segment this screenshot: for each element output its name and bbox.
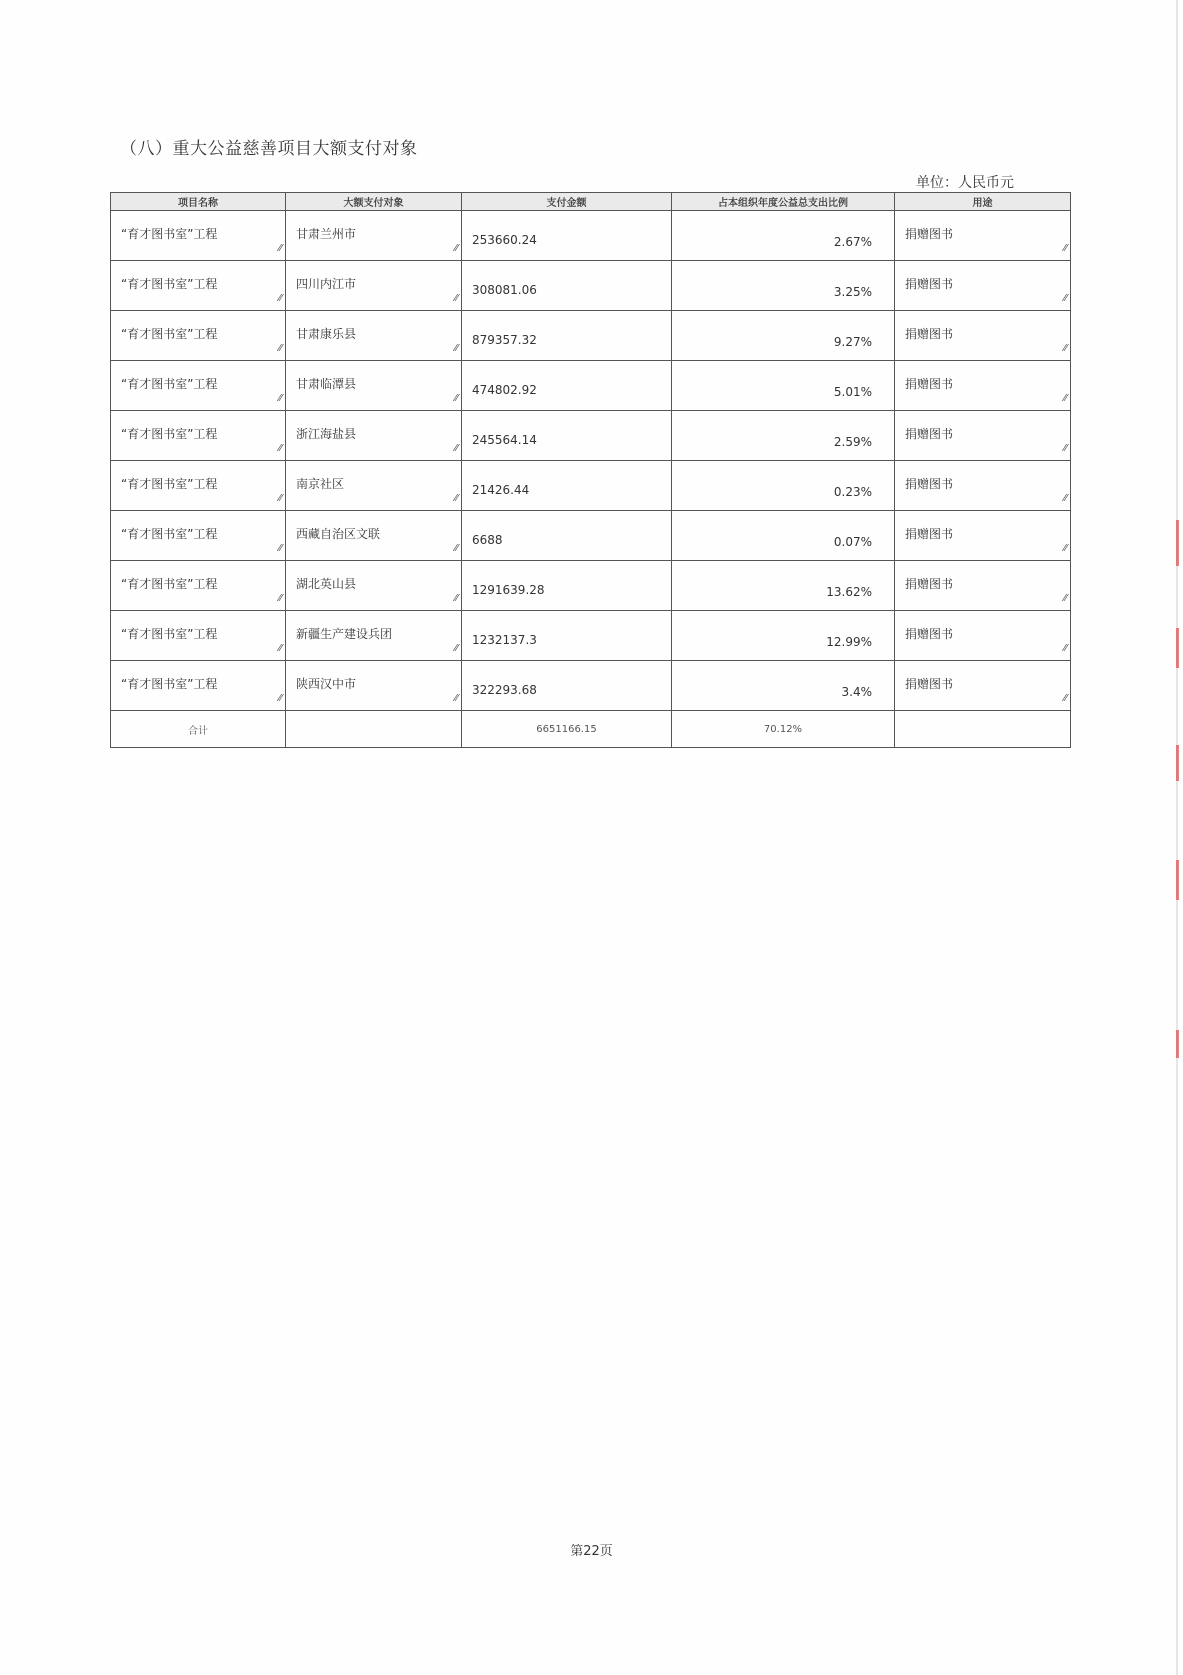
header-project: 项目名称	[111, 193, 286, 211]
cell-purpose	[895, 211, 1071, 261]
resize-handle-icon: ⁄⁄	[278, 343, 282, 354]
cell-amount-text: 308081.06	[472, 283, 537, 297]
seal-fragment-mark	[1176, 860, 1179, 900]
cell-amount	[462, 361, 672, 411]
cell-payee	[286, 561, 462, 611]
cell-project	[111, 361, 286, 411]
cell-payee	[286, 461, 462, 511]
resize-handle-icon: ⁄⁄	[278, 393, 282, 404]
cell-payee-text: 甘肃兰州市	[296, 227, 357, 241]
seal-fragment-mark	[1176, 745, 1179, 781]
cell-purpose-text: 捐赠图书	[905, 627, 954, 641]
cell-amount	[462, 511, 672, 561]
cell-ratio	[672, 311, 895, 361]
cell-project	[111, 311, 286, 361]
cell-amount-text: 253660.24	[472, 233, 537, 247]
cell-amount	[462, 211, 672, 261]
table-row	[111, 411, 1071, 461]
resize-handle-icon: ⁄⁄	[454, 443, 458, 454]
resize-handle-icon: ⁄⁄	[454, 593, 458, 604]
cell-project-text: “育才图书室”工程	[121, 327, 218, 341]
cell-purpose	[895, 561, 1071, 611]
cell-ratio-text: 2.67%	[833, 235, 872, 249]
resize-handle-icon: ⁄⁄	[1063, 343, 1067, 354]
cell-ratio	[672, 561, 895, 611]
cell-amount-text: 245564.14	[472, 433, 537, 447]
resize-handle-icon: ⁄⁄	[1063, 593, 1067, 604]
cell-purpose	[895, 511, 1071, 561]
cell-amount-text: 1232137.3	[472, 633, 537, 647]
cell-project-text: “育才图书室”工程	[121, 577, 218, 591]
cell-ratio	[672, 461, 895, 511]
header-ratio: 占本组织年度公益总支出比例	[672, 193, 895, 211]
cell-amount-text: 6688	[472, 533, 503, 547]
resize-handle-icon: ⁄⁄	[278, 693, 282, 704]
resize-handle-icon: ⁄⁄	[1063, 393, 1067, 404]
resize-handle-icon: ⁄⁄	[454, 643, 458, 654]
resize-handle-icon: ⁄⁄	[278, 293, 282, 304]
resize-handle-icon: ⁄⁄	[454, 293, 458, 304]
table-row	[111, 211, 1071, 261]
cell-payee-text: 甘肃临潭县	[296, 377, 357, 391]
resize-handle-icon: ⁄⁄	[278, 593, 282, 604]
cell-purpose	[895, 361, 1071, 411]
cell-ratio-text: 9.27%	[833, 335, 872, 349]
cell-purpose-text: 捐赠图书	[905, 277, 954, 291]
table-row	[111, 511, 1071, 561]
resize-handle-icon: ⁄⁄	[278, 493, 282, 504]
resize-handle-icon: ⁄⁄	[454, 393, 458, 404]
cell-payee-text: 新疆生产建设兵团	[296, 627, 393, 641]
cell-payee	[286, 211, 462, 261]
scan-edge-line	[1176, 0, 1178, 1675]
resize-handle-icon: ⁄⁄	[1063, 293, 1067, 304]
cell-payee-text: 四川内江市	[296, 277, 357, 291]
cell-ratio	[672, 611, 895, 661]
header-payee: 大额支付对象	[286, 193, 462, 211]
cell-payee	[286, 261, 462, 311]
table-body	[111, 211, 1071, 711]
table-row	[111, 611, 1071, 661]
cell-project-text: “育才图书室”工程	[121, 377, 218, 391]
cell-amount	[462, 261, 672, 311]
header-amount: 支付金额	[462, 193, 672, 211]
cell-ratio-text: 12.99%	[826, 635, 872, 649]
resize-handle-icon: ⁄⁄	[1063, 543, 1067, 554]
cell-amount-text: 322293.68	[472, 683, 537, 697]
table-row	[111, 661, 1071, 711]
cell-purpose-text: 捐赠图书	[905, 477, 954, 491]
cell-purpose	[895, 461, 1071, 511]
cell-purpose-text: 捐赠图书	[905, 227, 954, 241]
total-amount: 6651166.15	[462, 711, 672, 748]
page-number: 第22页	[570, 1544, 613, 1559]
cell-amount	[462, 411, 672, 461]
cell-project	[111, 511, 286, 561]
cell-ratio	[672, 511, 895, 561]
cell-ratio-text: 3.4%	[841, 685, 872, 699]
cell-project	[111, 561, 286, 611]
cell-purpose	[895, 611, 1071, 661]
cell-ratio-text: 0.07%	[833, 535, 872, 549]
cell-amount	[462, 461, 672, 511]
cell-payee-text: 甘肃康乐县	[296, 327, 357, 341]
cell-project-text: “育才图书室”工程	[121, 477, 218, 491]
resize-handle-icon: ⁄⁄	[1063, 693, 1067, 704]
table-row	[111, 561, 1071, 611]
table-row	[111, 461, 1071, 511]
cell-purpose-text: 捐赠图书	[905, 577, 954, 591]
seal-fragment-mark	[1176, 520, 1179, 566]
cell-purpose-text: 捐赠图书	[905, 527, 954, 541]
cell-ratio-text: 0.23%	[833, 485, 872, 499]
resize-handle-icon: ⁄⁄	[278, 443, 282, 454]
cell-amount	[462, 661, 672, 711]
cell-ratio-text: 3.25%	[833, 285, 872, 299]
cell-payee	[286, 411, 462, 461]
table-row	[111, 361, 1071, 411]
table-total-row	[111, 711, 1071, 748]
cell-project-text: “育才图书室”工程	[121, 227, 218, 241]
total-ratio: 70.12%	[672, 711, 895, 748]
unit-label: 单位：人民币元	[916, 175, 1014, 191]
cell-amount	[462, 611, 672, 661]
resize-handle-icon: ⁄⁄	[278, 543, 282, 554]
cell-project-text: “育才图书室”工程	[121, 677, 218, 691]
cell-purpose-text: 捐赠图书	[905, 327, 954, 341]
table-header-row	[111, 193, 1071, 211]
header-purpose: 用途	[895, 193, 1071, 211]
resize-handle-icon: ⁄⁄	[1063, 493, 1067, 504]
cell-purpose	[895, 261, 1071, 311]
cell-project-text: “育才图书室”工程	[121, 427, 218, 441]
total-payee	[286, 711, 462, 748]
seal-fragment-mark	[1176, 1030, 1179, 1058]
cell-purpose	[895, 411, 1071, 461]
cell-ratio	[672, 411, 895, 461]
cell-purpose	[895, 311, 1071, 361]
table-row	[111, 311, 1071, 361]
cell-purpose-text: 捐赠图书	[905, 427, 954, 441]
cell-ratio-text: 2.59%	[833, 435, 872, 449]
cell-amount-text: 879357.32	[472, 333, 537, 347]
cell-ratio	[672, 261, 895, 311]
cell-project	[111, 611, 286, 661]
resize-handle-icon: ⁄⁄	[454, 543, 458, 554]
cell-ratio	[672, 661, 895, 711]
resize-handle-icon: ⁄⁄	[454, 493, 458, 504]
cell-payee	[286, 661, 462, 711]
cell-payee-text: 南京社区	[296, 477, 345, 491]
cell-ratio	[672, 361, 895, 411]
cell-project-text: “育才图书室”工程	[121, 277, 218, 291]
resize-handle-icon: ⁄⁄	[1063, 643, 1067, 654]
cell-project	[111, 461, 286, 511]
resize-handle-icon: ⁄⁄	[278, 643, 282, 654]
payment-table	[110, 192, 1071, 748]
cell-project	[111, 211, 286, 261]
seal-fragment-mark	[1176, 628, 1179, 668]
cell-project	[111, 411, 286, 461]
cell-payee-text: 陕西汉中市	[296, 677, 357, 691]
cell-ratio-text: 13.62%	[826, 585, 872, 599]
cell-payee	[286, 611, 462, 661]
cell-amount	[462, 311, 672, 361]
cell-amount-text: 474802.92	[472, 383, 537, 397]
total-label: 合计	[111, 711, 286, 748]
cell-payee	[286, 311, 462, 361]
cell-payee-text: 西藏自治区文联	[296, 527, 381, 541]
cell-amount-text: 21426.44	[472, 483, 530, 497]
cell-payee	[286, 511, 462, 561]
cell-project-text: “育才图书室”工程	[121, 527, 218, 541]
cell-purpose	[895, 661, 1071, 711]
cell-payee-text: 浙江海盐县	[296, 427, 357, 441]
cell-project-text: “育才图书室”工程	[121, 627, 218, 641]
cell-amount	[462, 561, 672, 611]
cell-project	[111, 261, 286, 311]
cell-purpose-text: 捐赠图书	[905, 377, 954, 391]
resize-handle-icon: ⁄⁄	[1063, 243, 1067, 254]
cell-project	[111, 661, 286, 711]
resize-handle-icon: ⁄⁄	[454, 343, 458, 354]
section-title: （八）重大公益慈善项目大额支付对象	[120, 139, 418, 159]
resize-handle-icon: ⁄⁄	[454, 243, 458, 254]
total-purpose	[895, 711, 1071, 748]
resize-handle-icon: ⁄⁄	[1063, 443, 1067, 454]
cell-payee	[286, 361, 462, 411]
cell-amount-text: 1291639.28	[472, 583, 545, 597]
cell-ratio-text: 5.01%	[833, 385, 872, 399]
cell-payee-text: 湖北英山县	[296, 577, 357, 591]
resize-handle-icon: ⁄⁄	[278, 243, 282, 254]
cell-ratio	[672, 211, 895, 261]
resize-handle-icon: ⁄⁄	[454, 693, 458, 704]
table-row	[111, 261, 1071, 311]
cell-purpose-text: 捐赠图书	[905, 677, 954, 691]
